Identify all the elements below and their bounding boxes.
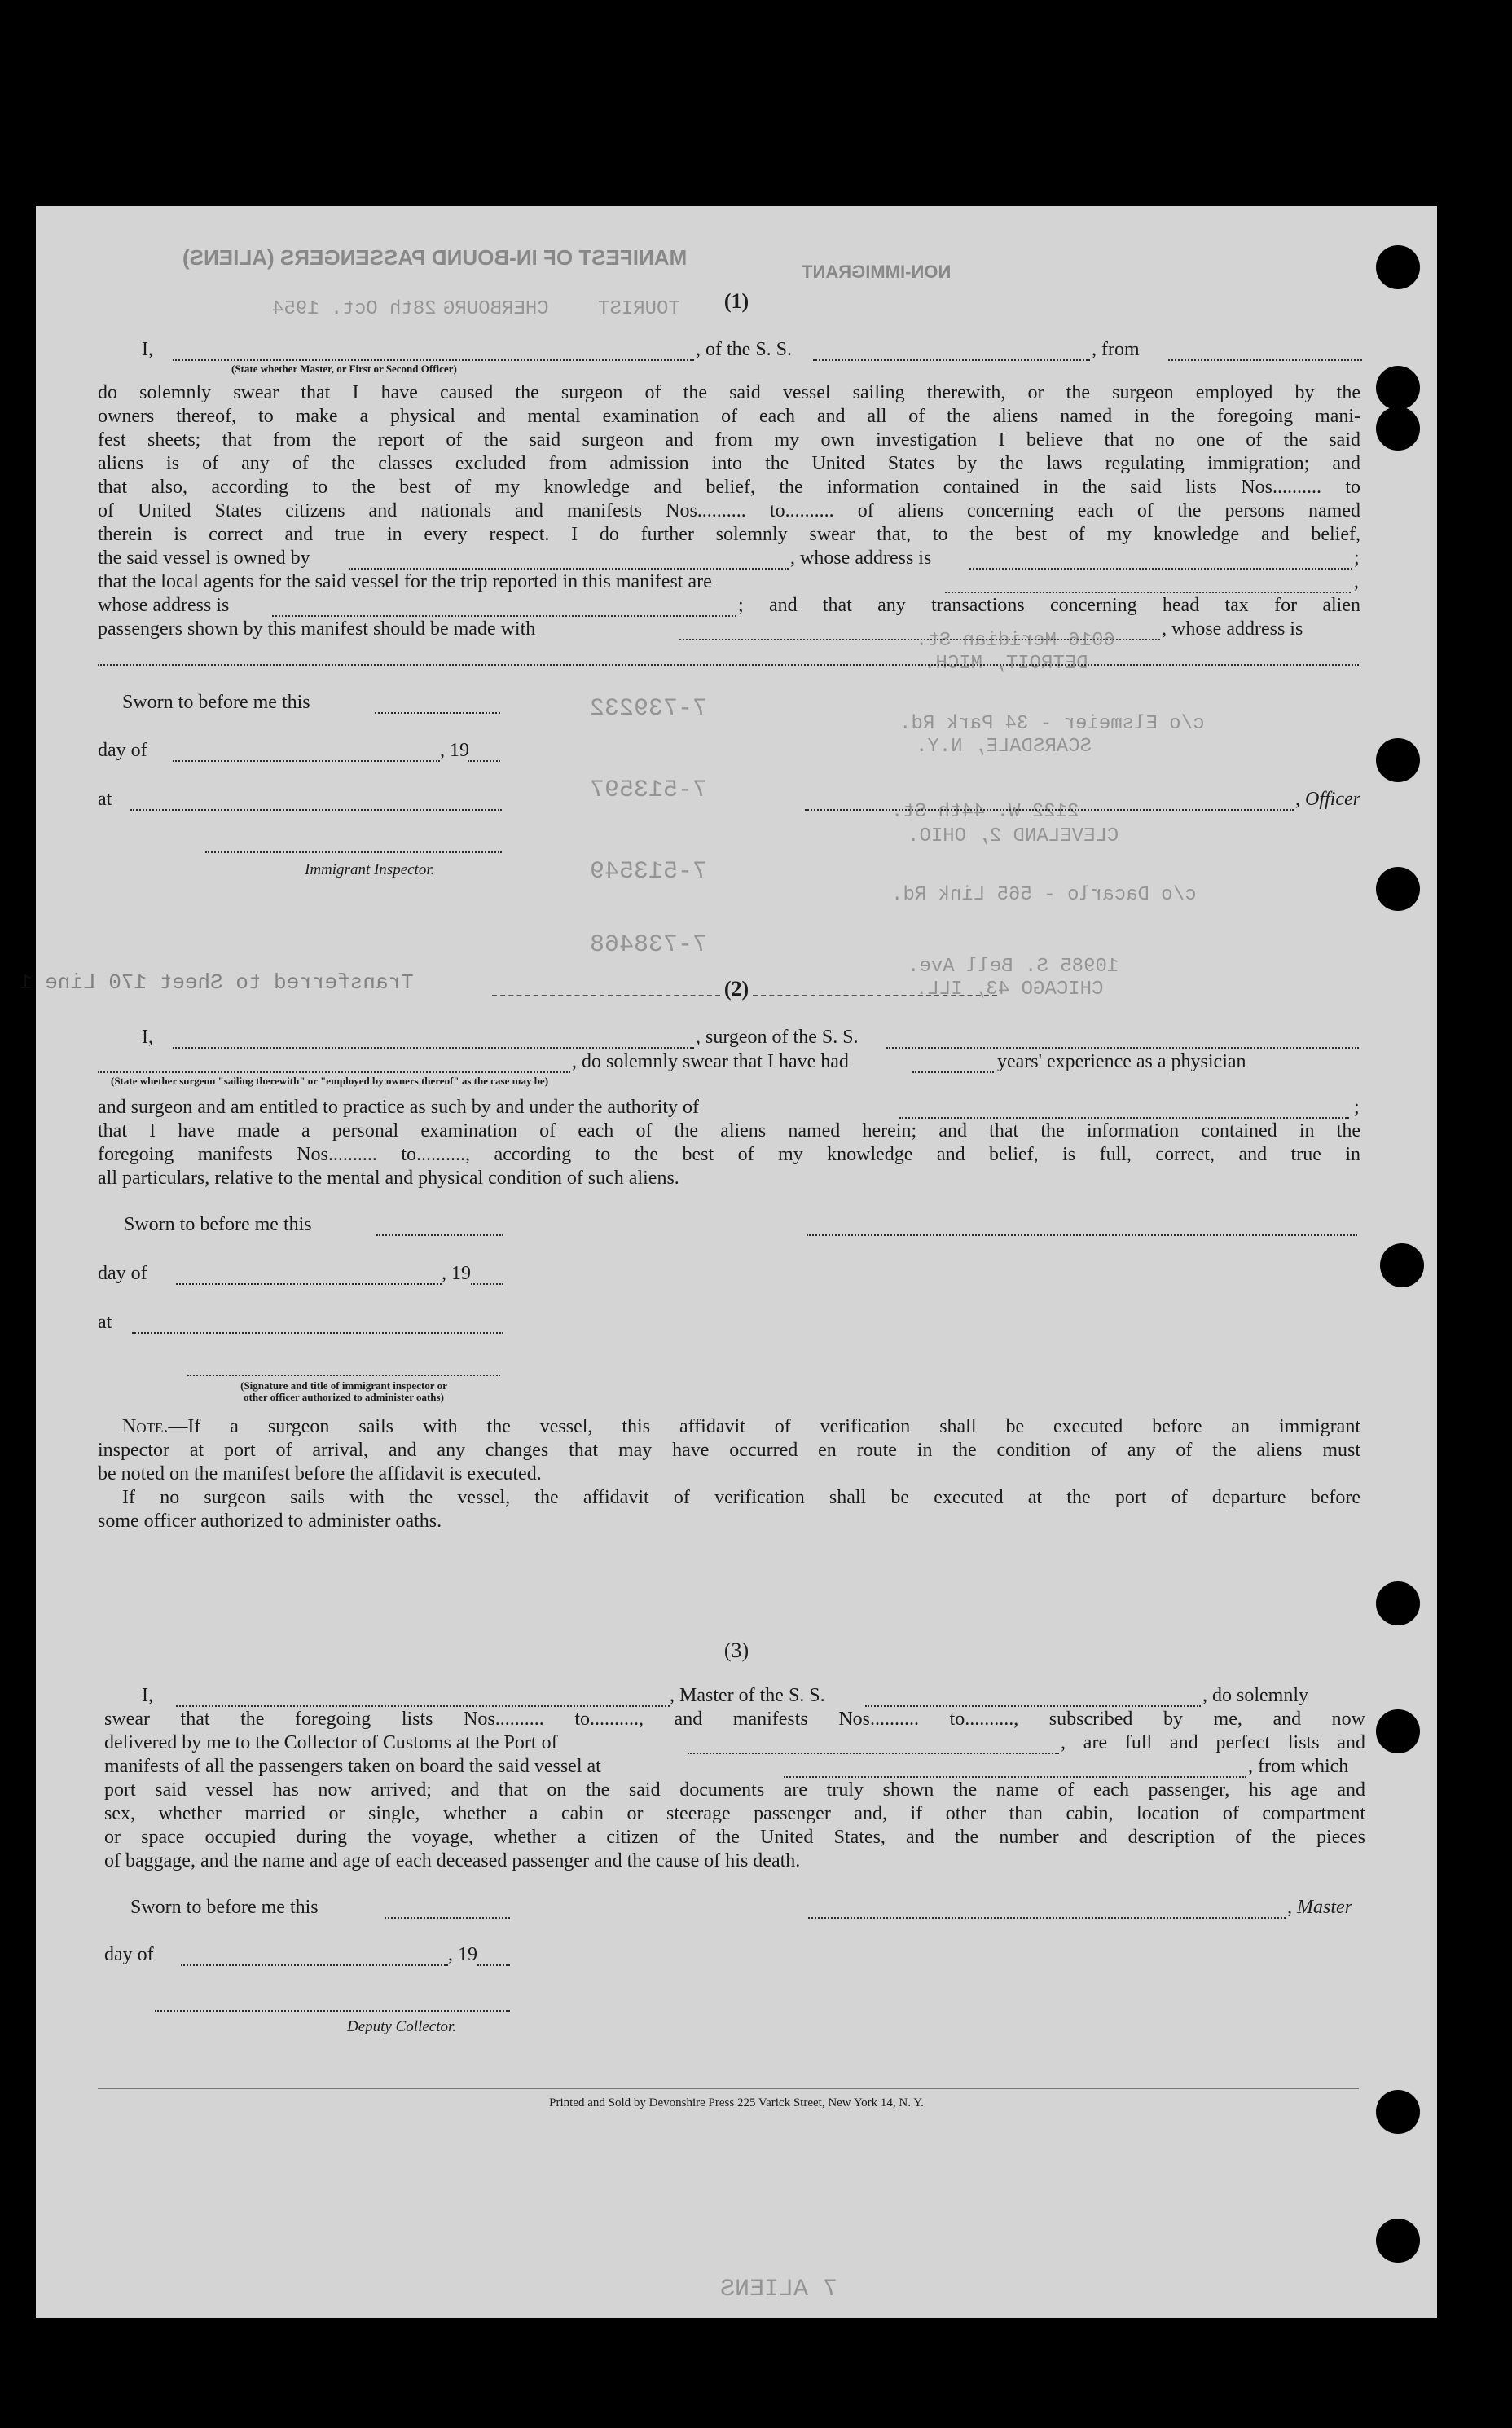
s1-agents-field[interactable]	[945, 592, 1351, 593]
s3-para-7: of baggage, and the name and age of each deceased passenger and the cause of his death.	[104, 1850, 801, 1872]
ghost-entry: SCARSDALE, N.Y.	[916, 736, 1092, 758]
s2-authority: and surgeon and am entitled to practice as such by and under the authority of	[98, 1097, 699, 1118]
manifest-sheet: MANIFEST OF IN-BOUND PASSENGERS (ALIENS) NON-IMMIGRANT CHERBOURG 28th Oct. 1954 TOURIST 6016 Meridian St. DETROIT, MICH. 7-739232 c/o Elsmeier - 34 Park Rd. SCARSDALE, N.Y. 7-513597 2122 W. 44th St. CLEVELAND 2, OHIO. 7-513549 c/o Dacarlo - 565 Link Rd. 7-738468 10985 S. Bell Ave. CHICAGO 43, ILL. Transferred to Sheet 170 Line 1 (1) I, , of the S. S. , from (State whether Master, or First or Second Officer) do solemnly swear that I have caused the surgeon of the said vessel sailing therewith, or the surgeon employed by the owners thereof, to make a physical and mental examination of each and all of the aliens named in the foregoing mani- fest sheets; that from the report of the said surgeon and from my own investigation I believe that no one of the said aliens is of any of the classes excluded from admission into the United States by the laws regulating immigration; and that also, according to the best of my knowledge and belief, the information contained in the said lists Nos.......... to of United States citizens and nationals and manifests Nos.......... to.......... of aliens concerning each of the persons named therein is correct and true in every respect. I do further solemnly swear that, to the best of my knowledge and belief, the said vessel is owned by , whose address is ; that the local agents for the said vessel for the trip reported in this manifest are , whose address is ; and that any transactions concerning head tax for alien passengers shown by this manifest should be made with , whose address is Sworn to before me this day of , 19 at , Officer Immigrant Inspector. (2) I, , surgeon of the S. S. , do solemnly swear that I have had years' experience as a physician (State whether surgeon "sailing therewith" or "employed by owners thereof" as the case may be) and surgeon and am entitled to practice as such by and under the authority of ; that I have made a personal examination of each of the aliens named herein; and that the information contained in the foregoing manifests Nos.......... to.........., according to the best of my knowledge and belief, is full, correct, and true in all particulars, relative to the mental and physical condition of such aliens. Sworn to before me this day of , 19 at (Signature and title of immigrant inspector or other officer authorized to administer oaths) Note.—If a surgeon sails with the vessel, this affidavit of verification shall be executed before an immigrant inspector at port of arrival, and any changes that may have occurred en route in the condition of any of the aliens must be noted on the manifest before the affidavit is executed. If no surgeon sails with the vessel, the affidavit of verification shall be executed at the port of departure before some officer authorized to administer oaths. (3) I, , Master of the S. S. , do solemnly swear that the foregoing lists Nos.......... to.........., and manifests Nos.......... to.........., subscribed by me, and now delivered by me to the Collector of Customs at the Port of , are full and perfect lists and manifests of all the passengers taken on board the said vessel at , from which port said vessel has now arrived; and that on the said documents are truly shown the name of each passenger, his age and sex, whether married or single, whether a cabin or steerage passenger and, if other than cabin, location of compartment or space occupied during the voyage, whether a citizen of the United States, and the number and description of the pieces of baggage, and the name and age of each deceased passenger and the cause of his death. Sworn to before me this , Master day of , 19 Deputy Collector. Printed and Sold by Devonshire Press 225 Varick Street, New York 14, N. Y. 7 ALIENS	[36, 206, 1437, 2318]
s3-master: , Master	[1287, 1897, 1352, 1918]
s1-i: I,	[142, 339, 153, 360]
s1-day-of-field[interactable]	[173, 760, 440, 762]
s3-para-5: sex, whether married or single, whether a cabin or steerage passenger and, if other than cabin, location of compartment	[104, 1803, 1365, 1824]
s2-para-2: foregoing manifests Nos.......... to.........., according to the best of my knowledge and belief, is full, correct, and true in	[98, 1144, 1360, 1165]
punch-hole	[1376, 2219, 1420, 2263]
s1-day-of: day of	[98, 740, 147, 761]
s1-inspector-sign-field[interactable]	[205, 851, 502, 853]
ghost-header-date: 28th Oct. 1954	[272, 298, 437, 320]
s1-passengers-whose: , whose address is	[1162, 618, 1303, 640]
s2-note2: If no surgeon sails with the vessel, the affidavit of verification shall be executed at the port of departure before	[122, 1487, 1360, 1508]
s1-agents: that the local agents for the said vessel for the trip reported in this manifest are	[98, 571, 712, 592]
s2-note	[122, 1415, 1360, 1440]
footer-printed: Printed and Sold by Devonshire Press 225 Varick Street, New York 14, N. Y.	[549, 2096, 924, 2109]
s1-para-7: therein is correct and true in every respect. I do further solemnly swear that, to the best of my knowledge and belief,	[98, 524, 1360, 545]
punch-hole	[1376, 738, 1420, 782]
s3-do-solemnly: , do solemnly	[1202, 1685, 1308, 1706]
s1-owned-by: the said vessel is owned by	[98, 548, 310, 569]
s2-para-3: all particulars, relative to the mental and physical condition of such aliens.	[98, 1168, 679, 1189]
s1-at: at	[98, 789, 112, 810]
s1-passengers: passengers shown by this manifest should be made with	[98, 618, 536, 640]
s3-sworn-day-field[interactable]	[385, 1917, 510, 1919]
ghost-entry: c/o Dacarlo - 565 Link Rd.	[891, 884, 1197, 906]
s3-name-field[interactable]	[176, 1705, 670, 1707]
s2-note-text: —If a surgeon sails with the vessel, this affidavit of verification shall be executed before an immigrant	[168, 1416, 1360, 1437]
s1-para-3: fest sheets; that from the report of the said surgeon and from my own investigation I believe that no one of the said	[98, 429, 1360, 451]
s2-hint: (State whether surgeon "sailing therewith" or "employed by owners thereof" as the case may be)	[111, 1075, 549, 1087]
s2-solemnly: , do solemnly swear that I have had	[572, 1051, 849, 1072]
s1-name-field[interactable]	[173, 359, 694, 361]
s2-signature-hint-2: other officer authorized to administer oaths)	[244, 1391, 444, 1403]
s1-immigrant-inspector: Immigrant Inspector.	[305, 861, 435, 878]
punch-hole	[1376, 407, 1420, 451]
s1-from: , from	[1092, 339, 1140, 360]
ghost-entry: CHICAGO 43, ILL.	[916, 979, 1104, 1001]
s3-sworn: Sworn to before me this	[130, 1897, 319, 1918]
s2-year: , 19	[442, 1263, 471, 1284]
ghost-entry: 7-513597	[590, 776, 708, 804]
s1-officer-sign-field[interactable]	[805, 809, 1294, 811]
section-2-number: (2)	[723, 977, 749, 1001]
ghost-entry: 7-739232	[590, 695, 708, 723]
s1-sworn-day-field[interactable]	[375, 712, 500, 714]
punch-hole	[1376, 1709, 1420, 1753]
ghost-entry: CLEVELAND 2, OHIO.	[908, 825, 1119, 847]
s1-at-field[interactable]	[130, 809, 502, 811]
s2-note-line-2: be noted on the manifest before the affidavit is executed.	[98, 1463, 542, 1485]
punch-hole	[1376, 1581, 1420, 1625]
s2-inspector-sign-field[interactable]	[187, 1375, 500, 1376]
s1-para-5: that also, according to the best of my knowledge and belief, the information contained in the said lists Nos.......... to	[98, 477, 1360, 498]
s1-owner-field[interactable]	[349, 568, 789, 570]
s2-at: at	[98, 1312, 112, 1333]
s3-deputy-collector: Deputy Collector.	[347, 2018, 457, 2035]
s3-para-3: manifests of all the passengers taken on board the said vessel at	[104, 1756, 601, 1777]
section-3-number: (3)	[723, 1638, 749, 1662]
s2-signature-hint-1: (Signature and title of immigrant inspector or	[240, 1379, 447, 1392]
s2-sworn: Sworn to before me this	[124, 1214, 312, 1235]
ghost-entry: 7-513549	[590, 858, 708, 886]
s1-of-ss: , of the S. S.	[696, 339, 793, 360]
s2-i: I,	[142, 1027, 153, 1048]
punch-hole	[1376, 245, 1420, 289]
s1-owner-whose: , whose address is	[790, 548, 932, 569]
s1-owner-address-field[interactable]	[969, 568, 1352, 570]
s2-ss-field[interactable]	[886, 1047, 1359, 1049]
s1-para-6: of United States citizens and nationals and manifests Nos.......... to.......... of aliens concerning each of the persons named	[98, 500, 1360, 521]
s2-years-field[interactable]	[912, 1071, 994, 1073]
ghost-entry: 10985 S. Bell Ave.	[908, 956, 1119, 978]
s1-officer-hint: (State whether Master, or First or Second Officer)	[231, 363, 457, 375]
s3-from-which: , from which	[1248, 1756, 1349, 1777]
ghost-header-class: NON-IMMIGRANT	[802, 262, 952, 282]
s2-note-line-1: inspector at port of arrival, and any changes that may have occurred en route in the condition of any of the aliens must	[98, 1440, 1360, 1461]
s2-note-label: Note.	[122, 1416, 169, 1437]
ghost-entry: 2122 W. 44th St.	[891, 801, 1079, 823]
s1-agents-whose: whose address is	[98, 595, 230, 616]
s2-sworn-day-field[interactable]	[376, 1234, 503, 1236]
s3-collector-sign-field[interactable]	[155, 2010, 510, 2012]
s3-port-field[interactable]	[688, 1753, 1059, 1754]
s1-address-field[interactable]	[98, 664, 1359, 666]
s3-vessel-port-field[interactable]	[784, 1776, 1246, 1778]
ghost-entry: c/o Elsmeier - 34 Park Rd.	[899, 713, 1205, 735]
s3-day-of: day of	[104, 1944, 154, 1965]
s2-year-field[interactable]	[471, 1283, 503, 1285]
punch-hole	[1376, 2090, 1420, 2134]
punch-hole	[1380, 1243, 1424, 1287]
s2-capacity-field[interactable]	[98, 1071, 570, 1073]
s2-surgeon-sign-field[interactable]	[807, 1234, 1357, 1236]
s2-note2-tail: some officer authorized to administer oaths.	[98, 1511, 442, 1532]
s3-master-of: , Master of the S. S.	[670, 1685, 825, 1706]
s1-para-4: aliens is of any of the classes excluded from admission into the United States by the laws regulating immigration; and	[98, 453, 1360, 474]
s1-sworn: Sworn to before me this	[122, 692, 310, 713]
s1-para-2: owners thereof, to make a physical and mental examination of each and all of the aliens named in the foregoing mani-	[98, 406, 1360, 427]
s2-at-field[interactable]	[132, 1332, 503, 1334]
s3-para-1: swear that the foregoing lists Nos.......... to.........., and manifests Nos.......... to.........., subscribed by me, and now	[104, 1709, 1365, 1730]
s2-day-of-field[interactable]	[176, 1283, 442, 1285]
ghost-entry: DETROIT, MICH.	[924, 653, 1088, 675]
ghost-header-port: CHERBOURG	[443, 298, 549, 320]
s2-years: years' experience as a physician	[997, 1051, 1246, 1072]
s2-authority-field[interactable]	[899, 1117, 1349, 1119]
s3-full-perfect: , are full and perfect lists and	[1061, 1732, 1365, 1753]
s2-para-1: that I have made a personal examination of each of the aliens named herein; and that the information contained in the	[98, 1120, 1360, 1141]
s2-day-of: day of	[98, 1263, 147, 1284]
s2-surgeon: , surgeon of the S. S.	[696, 1027, 859, 1048]
s1-ss-field[interactable]	[813, 359, 1090, 361]
section-1-number: (1)	[723, 289, 749, 313]
s1-officer: , Officer	[1295, 789, 1360, 810]
s3-day-of-field[interactable]	[181, 1964, 448, 1966]
ghost-entry: 7-738468	[590, 931, 708, 959]
s3-year: , 19	[448, 1944, 477, 1965]
s3-para-6: or space occupied during the voyage, whether a citizen of the United States, and the number and description of the pieces	[104, 1827, 1365, 1848]
s3-para-2: delivered by me to the Collector of Customs at the Port of	[104, 1732, 558, 1753]
s3-master-sign-field[interactable]	[808, 1917, 1286, 1919]
s3-year-field[interactable]	[477, 1964, 510, 1966]
punch-hole	[1376, 366, 1420, 410]
ghost-transferred: Transferred to Sheet 170 Line 1	[20, 970, 414, 995]
s1-passengers-field[interactable]	[679, 639, 1160, 640]
s1-from-field[interactable]	[1168, 359, 1362, 361]
s1-year-field[interactable]	[468, 760, 500, 762]
s3-i: I,	[142, 1685, 153, 1706]
ghost-entry: 6016 Meridian St.	[916, 630, 1115, 652]
s1-para-1: do solemnly swear that I have caused the surgeon of the said vessel sailing therewith, or the surgeon employed by the	[98, 382, 1360, 403]
footer-ghost: 7 ALIENS	[720, 2276, 838, 2303]
s1-agents-tail: ; and that any transactions concerning head tax for alien	[738, 595, 1360, 616]
s1-agents-address-field[interactable]	[272, 615, 736, 617]
punch-hole	[1376, 867, 1420, 911]
s3-para-4: port said vessel has now arrived; and that on the said documents are truly shown the name of each passenger, his age and	[104, 1779, 1365, 1801]
s3-ss-field[interactable]	[865, 1705, 1201, 1707]
s1-year: , 19	[440, 740, 469, 761]
s2-name-field[interactable]	[173, 1047, 694, 1049]
ghost-header-class-type: TOURIST	[598, 298, 680, 320]
ghost-header-title: MANIFEST OF IN-BOUND PASSENGERS (ALIENS)	[182, 245, 688, 270]
